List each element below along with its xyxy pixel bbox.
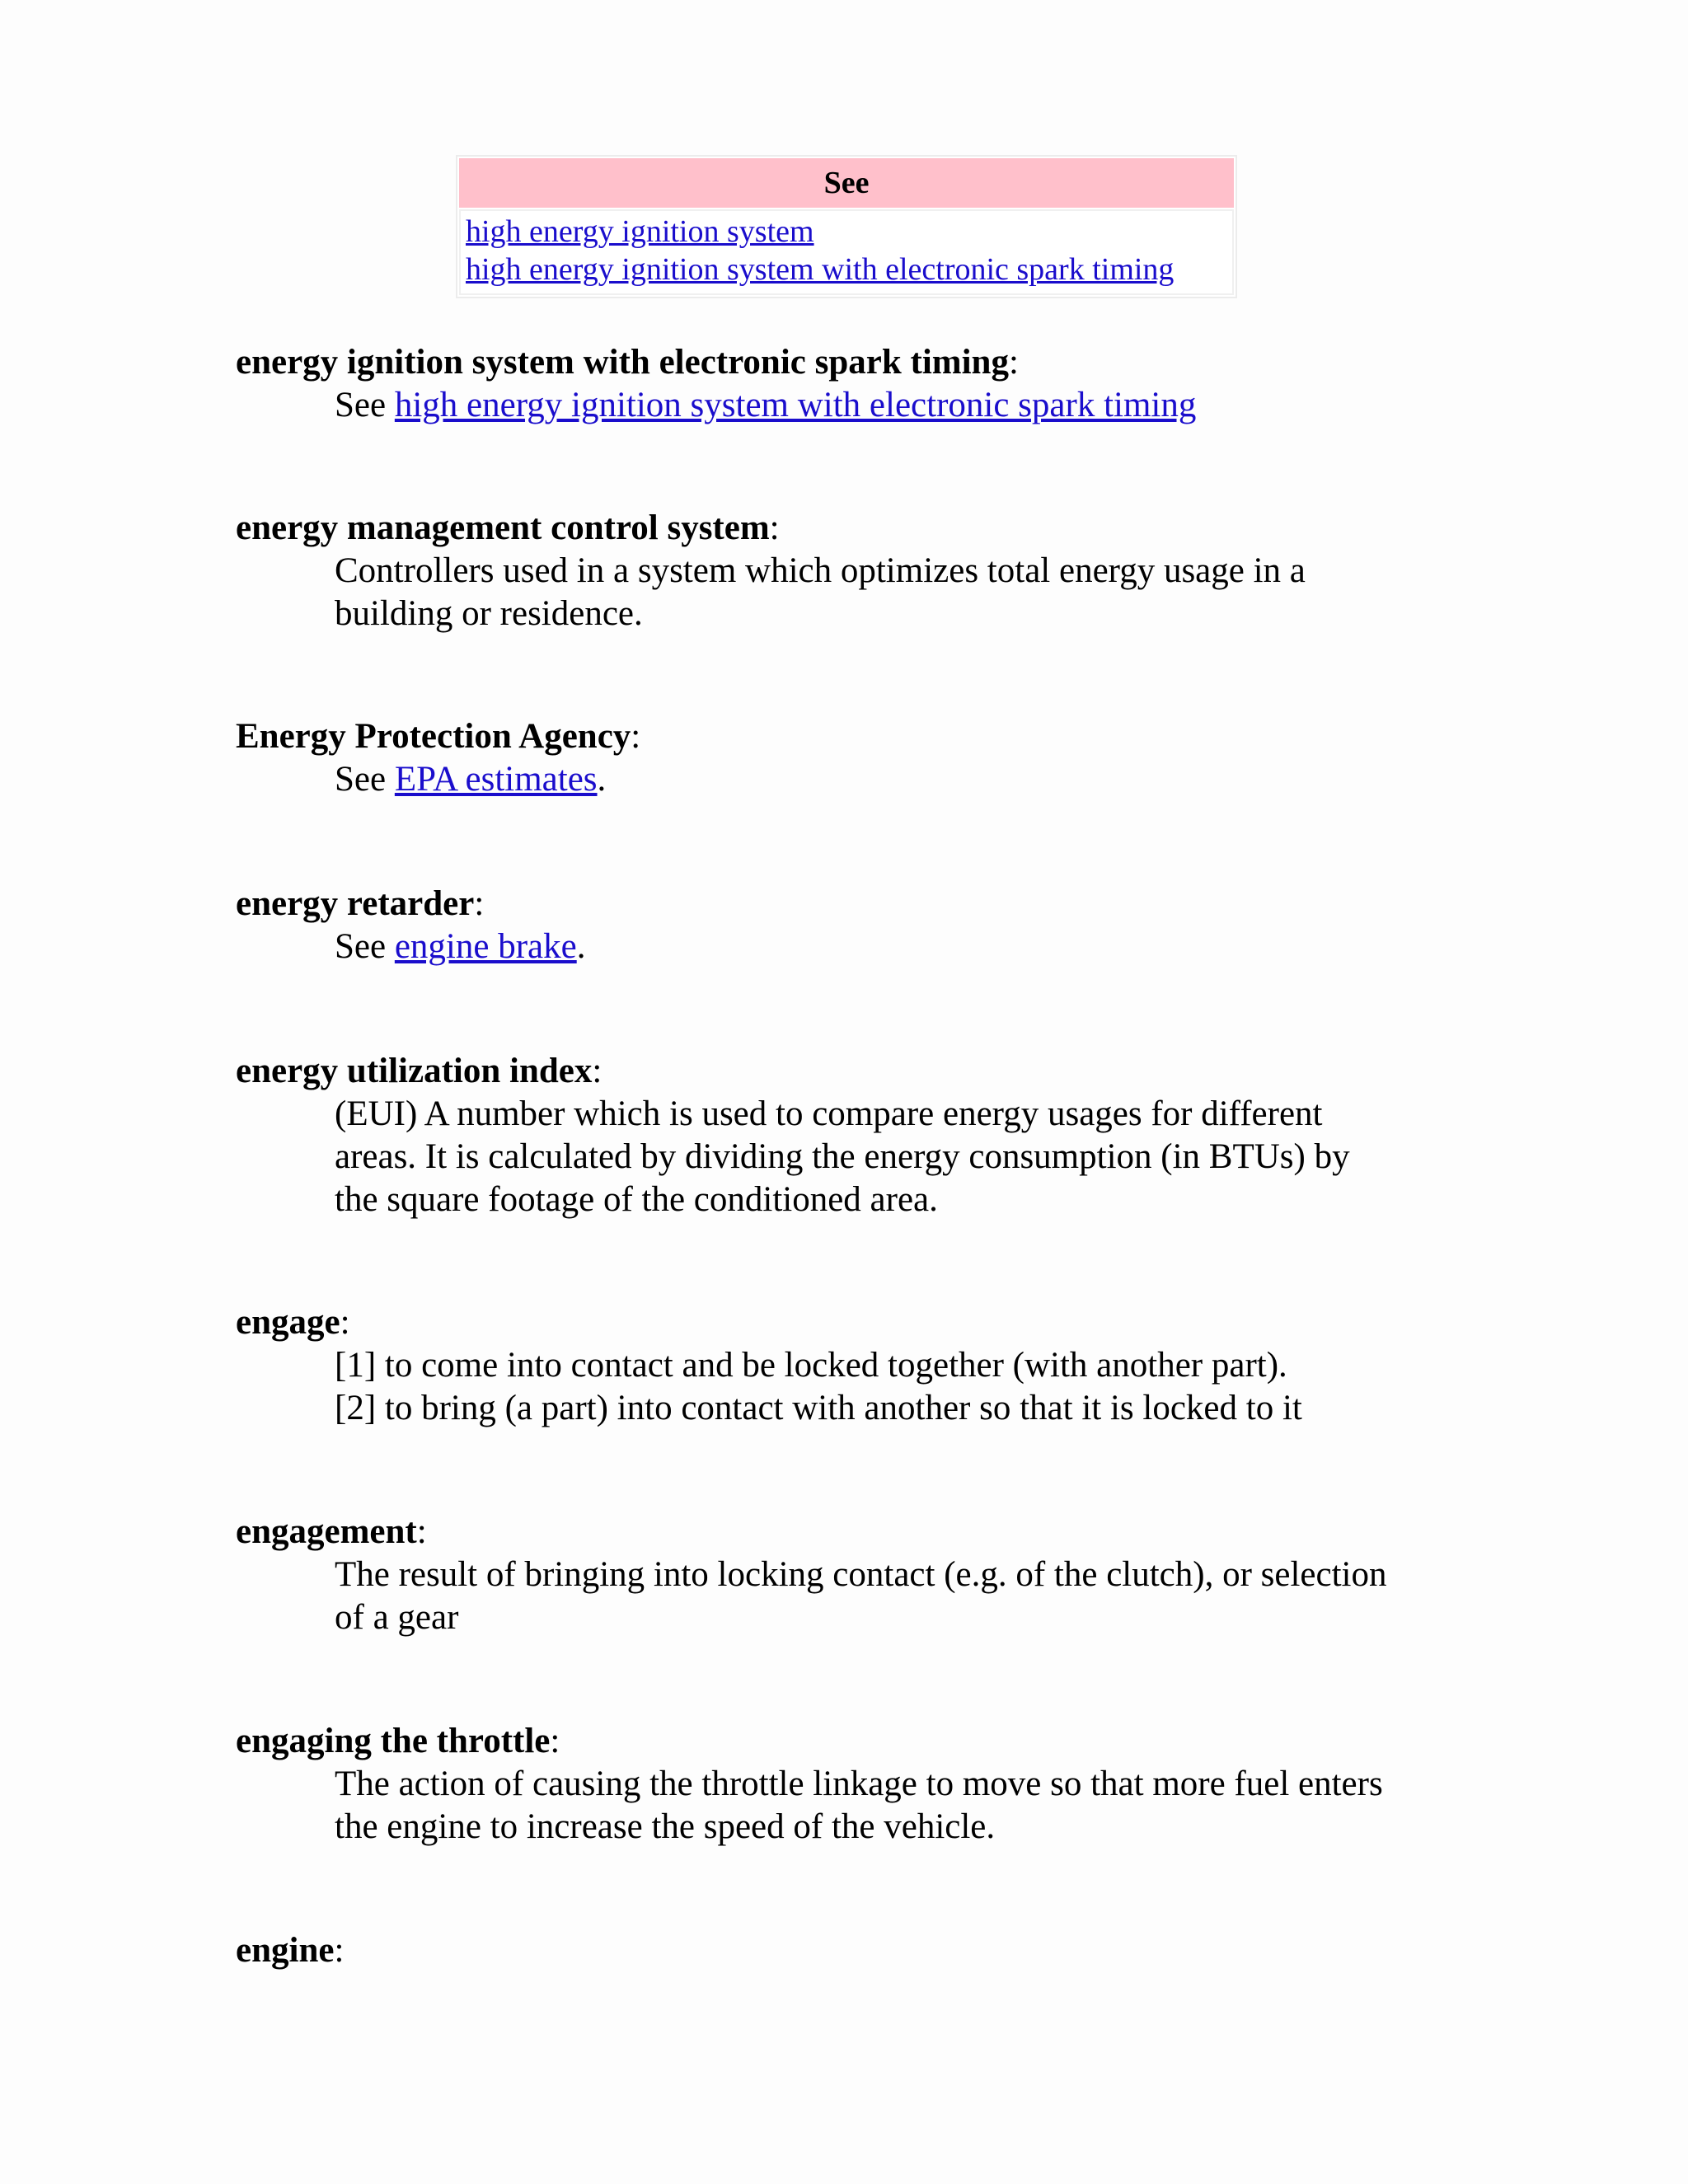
term-colon: : [1008,343,1019,382]
see-link-high-energy-ignition-system[interactable]: high energy ignition system [466,214,814,249]
see-also-header: See [459,158,1234,208]
entry-term: energy ignition system with electronic spark timing [236,343,1009,382]
entry-link[interactable]: engine brake [394,927,577,966]
term-colon: : [334,1931,345,1970]
entry-definition-line: [2] to bring (a part) into contact with another so that it is locked to it [335,1389,1302,1427]
entry-definition-line: (EUI) A number which is used to compare energy usages for different [335,1094,1323,1133]
entry-definition-line: the square footage of the conditioned area. [335,1180,938,1219]
see-also-box [456,155,1237,298]
entry-link[interactable]: high energy ignition system with electronic spark timing [394,386,1197,424]
entry-definition-line: The result of bringing into locking contact (e.g. of the clutch), or selection [335,1555,1387,1594]
entry-definition-line: areas. It is calculated by dividing the energy consumption (in BTUs) by [335,1137,1350,1176]
glossary-entry [236,715,1456,883]
glossary-entry [236,1929,1456,1972]
see-link-high-energy-ignition-system-est[interactable]: high energy ignition system with electronic spark timing [466,252,1175,287]
term-colon: : [769,509,780,547]
entry-definition [335,926,1456,968]
see-also-links [459,209,1234,295]
entry-term: energy utilization index [236,1052,593,1090]
see-prefix: See [335,927,395,966]
entry-definition-line: of a gear [335,1598,459,1637]
entry-link[interactable]: EPA estimates [394,760,598,799]
glossary-entry [236,341,1456,507]
entry-definition-line: Controllers used in a system which optimizes total energy usage in a [335,551,1306,590]
entry-term: energy management control system [236,509,770,547]
entry-term: engine [236,1931,335,1970]
glossary-entry [236,1050,1456,1301]
glossary-entries [236,341,1456,1972]
glossary-entry [236,883,1456,1050]
term-colon: : [340,1303,350,1342]
glossary-entry [236,1511,1456,1720]
entry-term: energy retarder [236,884,475,923]
glossary-entry [236,507,1456,715]
entry-definition-line: the engine to increase the speed of the vehicle. [335,1807,996,1846]
glossary-entry [236,1720,1456,1929]
see-prefix: See [335,386,395,424]
entry-term: engage [236,1303,340,1342]
entry-definition-line: [1] to come into contact and be locked together (with another part). [335,1346,1287,1385]
term-colon: : [631,717,641,756]
term-colon: : [550,1722,560,1760]
term-colon: : [474,884,485,923]
glossary-entry [236,1301,1456,1511]
entry-term: engaging the throttle [236,1722,551,1760]
entry-term: engagement [236,1512,417,1551]
entry-definition-line: The action of causing the throttle linkage to move so that more fuel enters [335,1765,1383,1803]
term-colon: : [592,1052,603,1090]
see-suffix: . [576,927,586,966]
term-colon: : [416,1512,427,1551]
see-prefix: See [335,760,395,799]
entry-definition [335,758,1456,801]
entry-definition [335,384,1456,427]
entry-term: Energy Protection Agency [236,717,631,756]
see-suffix: . [597,760,607,799]
entry-definition-line: building or residence. [335,594,643,633]
